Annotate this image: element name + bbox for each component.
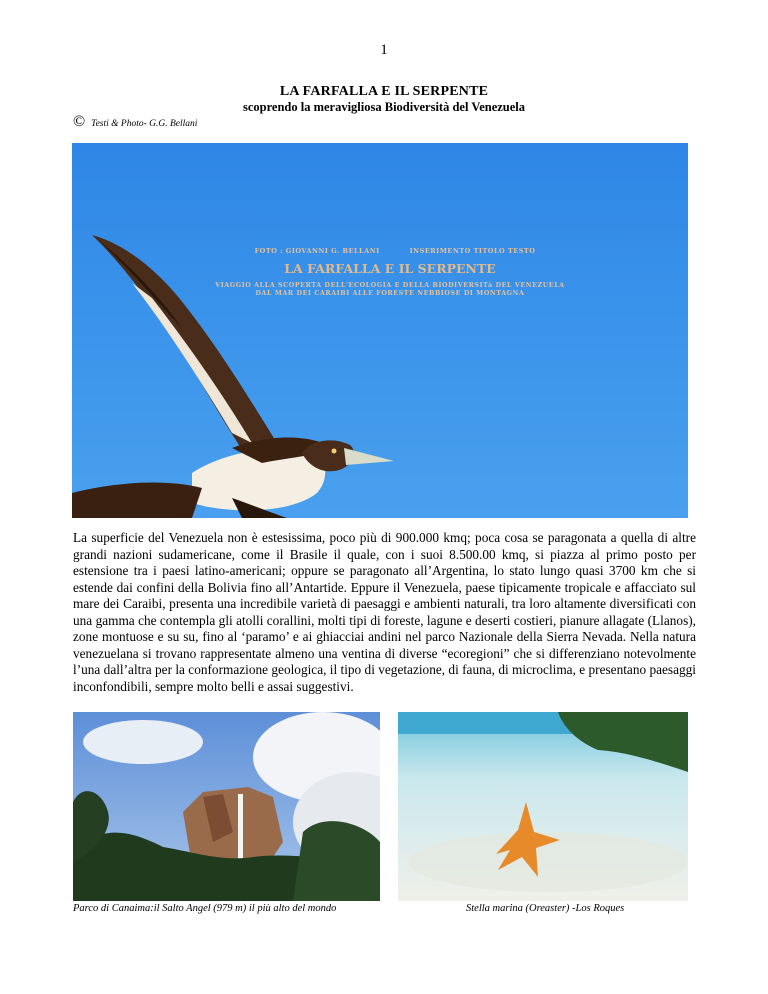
overlay-photographer: FOTO : GIOVANNI G. BELLANI: [254, 247, 380, 255]
starfish-photo: [398, 712, 688, 901]
document-subtitle: scoprendo la meravigliosa Biodiversità del Venezuela: [242, 100, 526, 114]
credits: [73, 113, 197, 131]
overlay-subtitle-line2: DAL MAR DEI CARAIBI ALLE FORESTE NEBBIOSE DI MONTAGNA: [255, 290, 525, 297]
overlay-subtitle-line1: VIAGGIO ALLA SCOPERTA DELL'ECOLOGIA E DELLA BIODIVERSITà DEL VENEZUELA: [215, 282, 565, 289]
page-number: 1: [380, 42, 388, 58]
body-paragraph: La superficie del Venezuela non è estesissima, poco più di 900.000 kmq; poca cosa se paragonata a quella di altre grandi nazioni sudamericane, come il Brasile il quale, con i suoi 8.500.00 kmq, si piazza al primo posto per estensione tra i paesi latino-americani; oppure se paragonato all’Argentina, lo stato lungo quasi 3700 km che si estende dai confini della Bolivia fino all’Antartide. Eppure il Venezuela, paese tipicamente tropicale e affacciato sul mare dei Caraibi, presenta una incredibile varietà di paesaggi e ambienti naturali, tra loro altamente diversificati con una gamma che contempla gli atolli corallini, molti tipi di foreste, lagune e deserti costieri, pianure allagate (Llanos), zone montuose e su su, fino al ‘paramo’ e ai ghiacciai andini nel parco Nazionale della Sierra Nevada. Nella natura venezuelana si trovano rappresentate almeno una ventina di diverse “ecoregioni” che si differenziano notevolmente l’una dall’altra per la conformazione geologica, il tipo di vegetazione, di fauna, di microclima, e presentano paesaggi inconfondibili, sempre molto belli e assai suggestivi.: [73, 530, 696, 694]
caption-starfish: Stella marina (Oreaster) -Los Roques: [466, 903, 625, 914]
booby-bird-illustration: [72, 143, 688, 518]
credit-text: Testi & Photo- G.G. Bellani: [91, 119, 198, 129]
copyright-symbol: ©: [73, 113, 86, 130]
angel-falls-photo: [73, 712, 380, 901]
caption-angel-falls: Parco di Canaima:il Salto Angel (979 m) il più alto del mondo: [73, 903, 337, 914]
overlay-title: LA FARFALLA E IL SERPENTE: [284, 261, 496, 276]
document-title: LA FARFALLA E IL SERPENTE: [279, 84, 489, 99]
hero-text-overlay: [72, 247, 688, 297]
overlay-insert-title: INSERIMENTO TITOLO TESTO: [409, 247, 536, 255]
hero-bird-photo: [72, 143, 688, 518]
